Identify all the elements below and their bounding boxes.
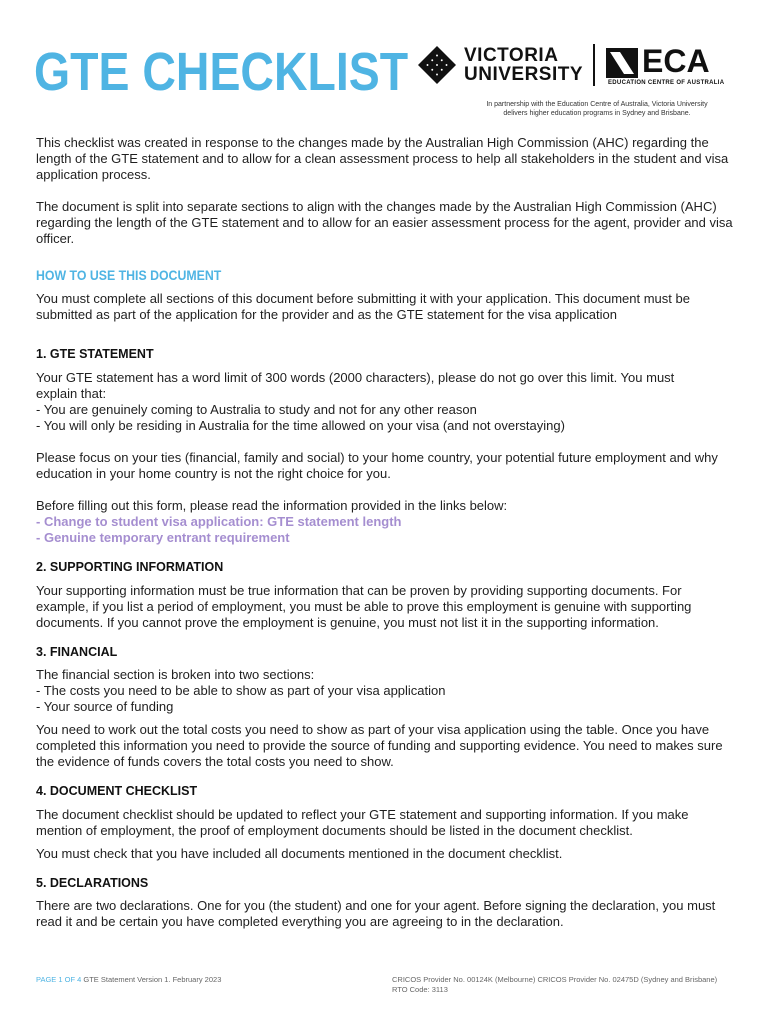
- section-2-heading: 2. SUPPORTING INFORMATION: [36, 560, 224, 574]
- section-4-heading: 4. DOCUMENT CHECKLIST: [36, 784, 198, 798]
- section-5-heading: 5. DECLARATIONS: [36, 876, 149, 890]
- partner-line-2: delivers higher education programs in Sydney and Brisbane.: [503, 110, 691, 117]
- page-title: GTE CHECKLIST: [34, 42, 409, 102]
- vu-line-2: UNIVERSITY: [464, 64, 584, 85]
- section-1-paragraph-1: [36, 370, 736, 434]
- footer-page-info: [36, 975, 221, 984]
- intro-paragraph-1: This checklist was created in response to the changes made by the Australian High Commission (AHC) regarding the length of the GTE statement and to allow for a clean assessment process to help all stakeholders in the student and visa application process.: [36, 135, 729, 182]
- page-number: PAGE 1 OF 4: [36, 975, 82, 984]
- section-2-text: Your supporting information must be true information that can be proven by providing supporting documents. For example, if you list a period of employment, you must be able to prove this employment is genuine with supporting documents. If you cannot prove the employment is genuine, you must not list it in the supporting information.: [36, 583, 692, 630]
- s1-line-3: - You are genuinely coming to Australia to study and not for any other reason: [36, 402, 477, 417]
- link-row-1: [36, 514, 736, 530]
- section-1-heading: 1. GTE STATEMENT: [36, 347, 154, 361]
- vu-line-1: VICTORIA: [464, 45, 559, 66]
- cricos-line: CRICOS Provider No. 00124K (Melbourne) CRICOS Provider No. 02475D (Sydney and Brisbane): [392, 975, 718, 984]
- dash-2: -: [36, 530, 44, 545]
- section-1-paragraph-3: Before filling out this form, please read the information provided in the links below:: [36, 498, 508, 513]
- vu-diamond-logo-icon: [418, 46, 456, 84]
- vu-wordmark: [464, 46, 583, 84]
- dash-1: -: [36, 514, 44, 529]
- logo-area: [418, 44, 732, 120]
- s3-line-3: - Your source of funding: [36, 699, 174, 714]
- s3-line-1: The financial section is broken into two sections:: [36, 667, 315, 682]
- logo-divider: [593, 44, 595, 86]
- s1-line-4: - You will only be residing in Australia for the time allowed on your visa (and not overstaying): [36, 418, 565, 433]
- gte-requirement-link[interactable]: Genuine temporary entrant requirement: [43, 530, 290, 545]
- rto-line: RTO Code: 3113: [392, 985, 448, 994]
- section-4-paragraph-2: You must check that you have included all documents mentioned in the document checklist.: [36, 846, 563, 861]
- eca-wordmark: ECA: [642, 43, 710, 79]
- section-3-heading: 3. FINANCIAL: [36, 645, 118, 659]
- section-3-list: [36, 667, 736, 715]
- section-3-paragraph-2: You need to work out the total costs you need to show as part of your visa application using the table. Once you have completed this information you need to provide the source of funding and supporting evidence. You need to makes sure the evidence of funds covers the total costs you need to show.: [36, 722, 723, 769]
- intro-paragraph-2: The document is split into separate sections to align with the changes made by the Australian High Commission (AHC) regarding the length of the GTE statement and to allow for an easier assessment process for the agent, provider and visa officer.: [36, 199, 733, 246]
- section-4-paragraph-1: The document checklist should be updated to reflect your GTE statement and supporting information. If you make mention of employment, the proof of employment documents should be listed in the document checklist.: [36, 807, 689, 838]
- s3-line-2: - The costs you need to be able to show as part of your visa application: [36, 683, 446, 698]
- s1-line-2: explain that:: [36, 386, 107, 401]
- section-1-paragraph-2: Please focus on your ties (financial, family and social) to your home country, your potential future employment and why education in your home country is not the right choice for you.: [36, 450, 718, 481]
- s1-line-1: Your GTE statement has a word limit of 300 words (2000 characters), please do not go over this limit. You must: [36, 370, 675, 385]
- footer-cricos: [392, 975, 717, 995]
- gte-length-link[interactable]: Change to student visa application: GTE statement length: [43, 514, 402, 529]
- eca-logo-icon: [606, 48, 638, 78]
- how-to-text: You must complete all sections of this document before submitting it with your application. This document must be submitted as part of the application for the provider and as the GTE statement for the visa application: [36, 291, 690, 322]
- partner-line-1: In partnership with the Education Centre of Australia, Victoria University: [486, 101, 708, 108]
- link-row-2: [36, 530, 736, 546]
- eca-subtitle: EDUCATION CENTRE OF AUSTRALIA: [608, 80, 725, 86]
- partnership-note: [474, 100, 720, 118]
- section-5-text: There are two declarations. One for you (the student) and one for your agent. Before signing the declaration, you must read it and be certain you have completed everything you are agreeing to in the declaration.: [36, 898, 716, 929]
- version-text: GTE Statement Version 1. February 2023: [81, 975, 222, 984]
- how-to-heading: HOW TO USE THIS DOCUMENT: [36, 267, 222, 283]
